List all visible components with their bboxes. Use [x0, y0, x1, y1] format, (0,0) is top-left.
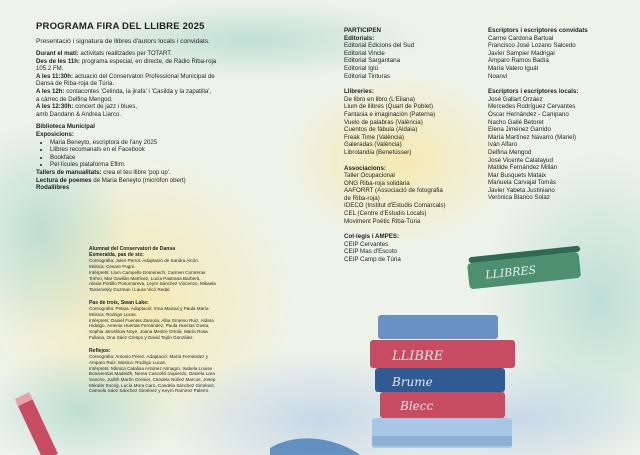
pencil-illustration	[15, 392, 58, 455]
guest-writer-item: Noanvi	[488, 72, 508, 80]
list-item: • Maria Beneyto, escriptora de l'any 2025	[50, 139, 336, 147]
association-item: CEL (Centre d'Estudis Locals)	[344, 210, 427, 218]
dance-heading: Alumnat del Conservatori de Dansa	[89, 246, 176, 252]
bookshop-item: Llum de llibres (Quart de Poblet)	[344, 103, 434, 111]
association-item: Taller Ocupacional	[344, 172, 395, 180]
school-item: CEIP Camp de Túria	[344, 256, 401, 264]
editorial-item: Editorial Tinturas	[344, 72, 391, 80]
intro-text: Presentació i signatura de llibres d'autors locals i convidats.	[36, 38, 210, 45]
editorial-item: Editorial Vincle	[344, 49, 385, 57]
local-writer-item: María Martínez Navarro (Mariel)	[488, 133, 577, 141]
left-column	[36, 21, 336, 192]
list-item: • Bookface	[50, 154, 336, 162]
bookshop-item: Librolandia (Benetússer)	[344, 148, 412, 156]
local-writer-item: Matilde Fernández Millán	[488, 164, 558, 172]
schedule-line: Dansa de Riba-roja de Túria.	[36, 80, 115, 88]
schedule-line: amb Dandann & Andrea Liarco.	[36, 110, 122, 118]
local-writer-item: Nacho Gallé Betoret	[488, 118, 544, 126]
dance-credit-line: Coreografia: Petipa. Adaptació: Irma Maicas y Paula María	[89, 306, 209, 312]
bookshop-item: De libro en libro (L'Eliana)	[344, 95, 415, 103]
dance-block	[89, 247, 289, 394]
dance-credit-line: Coreografia: Antonio Pérez. Adaptació: María Fernández y	[89, 354, 208, 360]
editorial-item: Editorial Sargantana	[344, 57, 401, 65]
writers-column	[488, 27, 633, 202]
dance-credit-line: Coreografia: Jules Perrot. Adaptació de Sandra Alcón.	[89, 258, 200, 264]
navy-book-label: Brume	[392, 375, 433, 389]
bookshop-item: Galeradas (València)	[344, 141, 402, 149]
local-writer-item: Mercedes Rodríguez Cervantes	[488, 103, 576, 111]
ribbon-illustration	[270, 438, 360, 455]
dance-piece-title: Pas de trois, Swan Lake:	[89, 299, 149, 306]
exhibitions-heading: Exposicions:	[36, 130, 74, 138]
bookshop-item: Vuelo de palabras (València)	[344, 118, 423, 126]
school-item: CEIP Cervantes	[344, 240, 389, 248]
dance-credit-line: Ménder Escrig, Lucía Mora Caro, Candela Sánchez Giménez,	[89, 382, 216, 388]
local-writer-item: Manuela Carvajal Tomás	[488, 179, 556, 187]
list-item: • Pel·lícules plataforma Eflim.	[50, 161, 336, 169]
schedule-line: A les 12h: contacontes 'Celinda, la jirafa' i 'Casilda y la zapatilla',	[36, 87, 212, 95]
local-writer-item: Elena Jiménez Garrido	[488, 126, 551, 134]
dance-credit-line: Hidalgo, Amenia Huertas Fernández, Paula Huertas Gusta,	[89, 323, 210, 329]
red-book-1-label: LLIBRE	[392, 349, 444, 364]
exhibitions-list	[36, 139, 336, 169]
dance-credit-line: Carmela Sáez Sánchez Giménez y Keyro Ramírez Palerm.	[89, 388, 210, 394]
association-item: AAFORRT (Associació de fotografia	[344, 187, 443, 195]
local-writer-item: Iván Alfaro	[488, 141, 518, 149]
dance-credit-line: Bonaventas Madeidh, Nerea Cascolló Izquierdo, Daniela Lara	[89, 371, 215, 377]
list-item: • Llibres recomanats en el Facebook	[50, 146, 336, 154]
guest-writer-item: María Valero Iguál	[488, 64, 539, 72]
library-heading: Biblioteca Municipal	[36, 123, 95, 131]
local-writer-item: Óscar Hernández - Campano	[488, 110, 569, 118]
association-item: ONG Riba-roja solidària	[344, 179, 410, 187]
guest-writer-item: Amparo Ramos Badía	[488, 57, 549, 65]
blue-book	[378, 315, 498, 339]
guest-writers-heading: Escriptors i escriptores convidats	[488, 27, 588, 34]
editorial-item: Editorial Edicions del Sud	[344, 42, 415, 50]
dance-credit-line: Música: Rodrigo Lucas.	[89, 312, 138, 318]
schedule-line: A les 12:30h: concert de jazz i blues,	[36, 103, 138, 111]
local-writer-item: José Gallart Orzáez	[488, 95, 543, 103]
schedule-line: a càrrec de Delfina Mengod.	[36, 95, 113, 103]
library-extra-line: Rodallibres	[36, 184, 70, 192]
library-extra-line: Lectura de poemes de Maria Beneyto (micròfon obert)	[36, 176, 186, 184]
associations-heading: Associacions:	[344, 164, 386, 172]
association-item: Moviment Poètic Riba-Túria	[344, 217, 421, 225]
dance-credit-line: Sancho, Judith Martín Grenier, Candela Núñez Marcos, Josep	[89, 377, 216, 383]
guest-writer-item: Javier Sampier Madrigal	[488, 49, 555, 57]
guest-writer-item: Carme Cardona Bartual	[488, 34, 554, 42]
schools-heading: Col·legis i AMPES:	[344, 233, 400, 241]
dance-credit-line: Intèrprets: Daniel Fuentes Zamora, Alba Gimeno Ruiz, Aldara	[89, 317, 214, 323]
dance-credit-line: Alexia Portillo Ponomareva, Leyre Sánchez Vincenzo, Mikaela	[89, 281, 216, 287]
green-book-label: LLIBRES	[484, 263, 537, 282]
participants-heading: PARTICIPEN	[344, 27, 382, 34]
schedule-line: A les 11:30h: actuació del Conservatori Professional Municipal de	[36, 72, 215, 80]
guest-writer-item: Francisco José Lozano Salcedo	[488, 42, 576, 50]
red-book-2	[380, 392, 505, 418]
association-item: IDECO (Institut d'Estudis Comarcals)	[344, 202, 446, 210]
dance-credit-line: Tormo, Mar Gavilán Martínez, Lucía Pastrana Barberà,	[89, 275, 201, 281]
dance-credit-line: Fullana, Ona Sáez Crespo y David Tejón González.	[89, 334, 194, 340]
bookshop-item: Cuentos de fábula (Aldaia)	[344, 126, 418, 134]
local-writer-item: Javier Yabeta Justiniano	[488, 186, 555, 194]
bookshop-item: Fantasia e imaginación (Paterna)	[344, 110, 436, 118]
school-item: CEIP Mas d'Escoto	[344, 248, 397, 256]
dance-piece-title: Reflejos:	[89, 347, 111, 354]
dance-credit-line: Amparo Ruiz. Música: Rodrigo Lucas.	[89, 359, 167, 365]
local-writer-item: José Vicente Calatayud	[488, 156, 553, 164]
dance-credit-line: Sophia Jaroshlow Noye, Joana Mestre Ortolà, María Rosa	[89, 329, 208, 335]
dance-credit-line: Intèrprets: Mònica Catalina Antúnez Almagro, Isabela Louise	[89, 365, 213, 371]
editorial-item: Editorial Iglú	[344, 64, 379, 72]
participants-column	[344, 27, 484, 264]
local-writer-item: Delfina Mengod	[488, 148, 532, 156]
bookshop-item: Freak Time (València)	[344, 133, 405, 141]
association-item: de Riba-roja)	[344, 194, 380, 202]
dance-piece-title: Esmeralda, pas de six:	[89, 251, 144, 258]
schedule-block	[36, 50, 336, 118]
schedule-line: Des de les 11h: programa especial, en directe, de Ràdio Riba-roja	[36, 57, 217, 65]
program-title: PROGRAMA FIRA DEL LLIBRE 2025	[36, 21, 205, 32]
schedule-line: Durant el matí: activitats realitzades per TOTART.	[36, 50, 173, 57]
local-writer-item: Mar Busquets Mataix	[488, 171, 547, 179]
red-book-2-label: Blecc	[400, 399, 434, 413]
library-extra-line: Tallers de manualitats: crea el teu llibre 'pop up'.	[36, 168, 171, 176]
dance-credit-line: Tavarovsky Guzman i Laura Vicó Redal.	[89, 286, 171, 292]
schedule-line: 105.2 FM.	[36, 65, 64, 73]
local-writers-heading: Escriptors i escriptores locals:	[488, 88, 579, 96]
local-writer-item: Verònica Blanco Solaz	[488, 194, 550, 202]
library-block	[36, 123, 336, 191]
dance-credit-line: Intèrprets: Llum Campello Doménech, Carmen Contreras	[89, 269, 206, 275]
dance-credit-line: Música: Cesare Pugni.	[89, 264, 136, 270]
editorials-heading: Editorials:	[344, 34, 375, 42]
bookshops-heading: Llibreries:	[344, 88, 374, 96]
